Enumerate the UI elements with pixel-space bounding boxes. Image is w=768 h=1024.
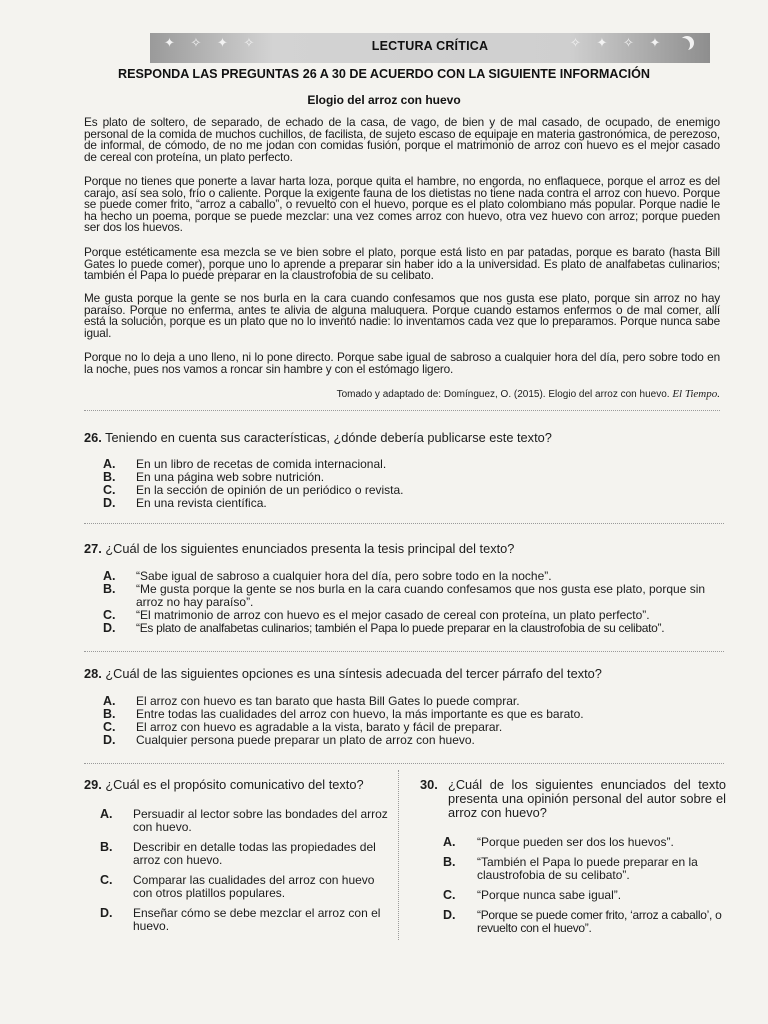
option-28-a[interactable]: A. El arroz con huevo es tan barato que hasta Bill Gates lo puede comprar. bbox=[103, 694, 520, 708]
question-26-options bbox=[103, 458, 723, 510]
option-27-c[interactable]: C. “El matrimonio de arroz con huevo es el mejor casado de cereal con proteína, un plato perfecto”. bbox=[103, 608, 650, 622]
reading-paragraph: Es plato de soltero, de separado, de echado de la casa, de vago, de bien y de mal casado, de ocupado, de enemigo personal de la comida de muchos cuchillos, de facilista, de sujeto escaso de equipaje en materia gastronómica, de perezoso, de informal, de cómodo, de no me jodan con comidas fusión, porque el matrimonio de arroz con huevo es el mejor casado de cereal con proteína, un plato perfecto. bbox=[84, 115, 721, 164]
option-28-c[interactable]: C. El arroz con huevo es agradable a la vista, barato y fácil de preparar. bbox=[103, 720, 503, 734]
option-27-b[interactable]: B. “Me gusta porque la gente se nos burla en la cara cuando confesamos que nos gusta ese plato, porque sin arroz no hay paraíso”. bbox=[103, 582, 706, 609]
divider bbox=[84, 523, 724, 524]
reading-title: Elogio del arroz con huevo bbox=[307, 93, 461, 107]
option-30-d[interactable]: D. “Porque se puede comer frito, ‘arroz a caballo’, o revuelto con el huevo”. bbox=[443, 908, 722, 935]
source-text: Tomado y adaptado de: Domínguez, O. (2015). Elogio del arroz con huevo. bbox=[336, 389, 670, 400]
option-30-b[interactable]: B. “También el Papa lo puede preparar en la claustrofobia de su celibato”. bbox=[443, 855, 698, 882]
divider bbox=[84, 763, 724, 764]
column-divider bbox=[398, 770, 399, 940]
question-27: 27. ¿Cuál de los siguientes enunciados presenta la tesis principal del texto? bbox=[84, 541, 515, 556]
reading-paragraph: Porque estéticamente esa mezcla se ve bien sobre el plato, porque está listo en par patadas, porque es barato (hasta Bill Gates lo puede comer), porque uno lo aprende a preparar sin haber ido a la universidad. Es plato de analfabetas culinarios; también el Papa lo puede preparar en la claustrofobia de su celibato. bbox=[84, 245, 720, 283]
option-26-b[interactable]: B. En una página web sobre nutrición. bbox=[103, 470, 325, 484]
stars-decoration-icon: ✦ ✧ ✦ ✧ bbox=[164, 35, 261, 50]
option-29-a[interactable]: A. Persuadir al lector sobre las bondades del arroz con huevo. bbox=[100, 807, 388, 834]
section-title: LECTURA CRÍTICA bbox=[371, 39, 489, 53]
option-29-c[interactable]: C. Comparar las cualidades del arroz con huevo con otros platillos populares. bbox=[100, 873, 375, 900]
question-26: 26. Teniendo en cuenta sus características, ¿dónde debería publicarse este texto? bbox=[84, 430, 552, 445]
option-30-a[interactable]: A. “Porque pueden ser dos los huevos”. bbox=[443, 835, 674, 849]
option-26-d[interactable]: D. En una revista científica. bbox=[103, 496, 267, 510]
option-29-b[interactable]: B. Describir en detalle todas las propiedades del arroz con huevo. bbox=[100, 840, 376, 867]
reading-paragraph: Me gusta porque la gente se nos burla en la cara cuando confesamos que nos gusta ese plato, porque sin arroz no hay paraíso. Porque no enferma, antes te alivia de alguna maluquera. Porque cuando estamos enfermos o de mal comer, allí está la solución, porque es un plato que no lo inventó nadie: lo inventamos cada vez que lo preparamos. Porque nunca sabe igual. bbox=[84, 291, 720, 340]
source-citation bbox=[150, 388, 720, 400]
question-28-options bbox=[103, 695, 725, 747]
section-banner bbox=[150, 33, 710, 63]
question-28: 28. ¿Cuál de las siguientes opciones es una síntesis adecuada del tercer párrafo del texto? bbox=[84, 666, 602, 681]
option-28-d[interactable]: D. Cualquier persona puede preparar un plato de arroz con huevo. bbox=[103, 733, 475, 747]
source-publication: El Tiempo. bbox=[672, 388, 720, 400]
question-29: 29. ¿Cuál es el propósito comunicativo del texto? bbox=[84, 777, 364, 792]
option-26-a[interactable]: A. En un libro de recetas de comida internacional. bbox=[103, 457, 387, 471]
divider bbox=[84, 410, 720, 411]
option-29-d[interactable]: D. Enseñar cómo se debe mezclar el arroz con el huevo. bbox=[100, 906, 381, 933]
reading-paragraph: Porque no tienes que ponerte a lavar harta loza, porque quita el hambre, no engorda, no enflaquece, porque el arroz es del carajo, así sea solo, frío o caliente. Porque la exigente fauna de los dietistas no tiene nada contra el arroz con huevo. Porque se puede comer frito, “arroz a caballo”, o revuelto con el huevo, porque es el plato colombiano más popular. Porque nadie le ha hecho un poema, porque se puede mezclar: una vez comes arroz con huevo, otra vez huevo con arroz; porque pueden ser dos los huevos. bbox=[84, 174, 720, 235]
option-30-c[interactable]: C. “Porque nunca sabe igual”. bbox=[443, 888, 622, 902]
question-27-options bbox=[103, 570, 725, 635]
question-29-options bbox=[100, 808, 388, 933]
question-30: 30. ¿Cuál de los siguientes enunciados del texto presenta una opinión personal del autor sobre el arroz con huevo? bbox=[420, 777, 726, 820]
option-27-d[interactable]: D. “Es plato de analfabetas culinarios; también el Papa lo puede preparar en la claustrofobia de su celibato”. bbox=[103, 621, 665, 635]
option-26-c[interactable]: C. En la sección de opinión de un periódico o revista. bbox=[103, 483, 404, 497]
option-28-b[interactable]: B. Entre todas las cualidades del arroz con huevo, la más importante es que es barato. bbox=[103, 707, 584, 721]
option-27-a[interactable]: A. “Sabe igual de sabroso a cualquier hora del día, pero sobre todo en la noche”. bbox=[103, 569, 552, 583]
divider bbox=[84, 651, 724, 652]
question-30-options bbox=[443, 836, 728, 935]
reading-paragraph: Porque no lo deja a uno lleno, ni lo pone directo. Porque sabe igual de sabroso a cualquier hora del día, pero sobre todo en la noche, pues nos vamos a roncar sin hambre y con el estómago ligero. bbox=[84, 350, 720, 376]
instructions: RESPONDA LAS PREGUNTAS 26 A 30 DE ACUERDO CON LA SIGUIENTE INFORMACIÓN bbox=[117, 67, 651, 81]
stars-decoration-icon: ✧ ✦ ✧ ✦ bbox=[570, 35, 667, 50]
